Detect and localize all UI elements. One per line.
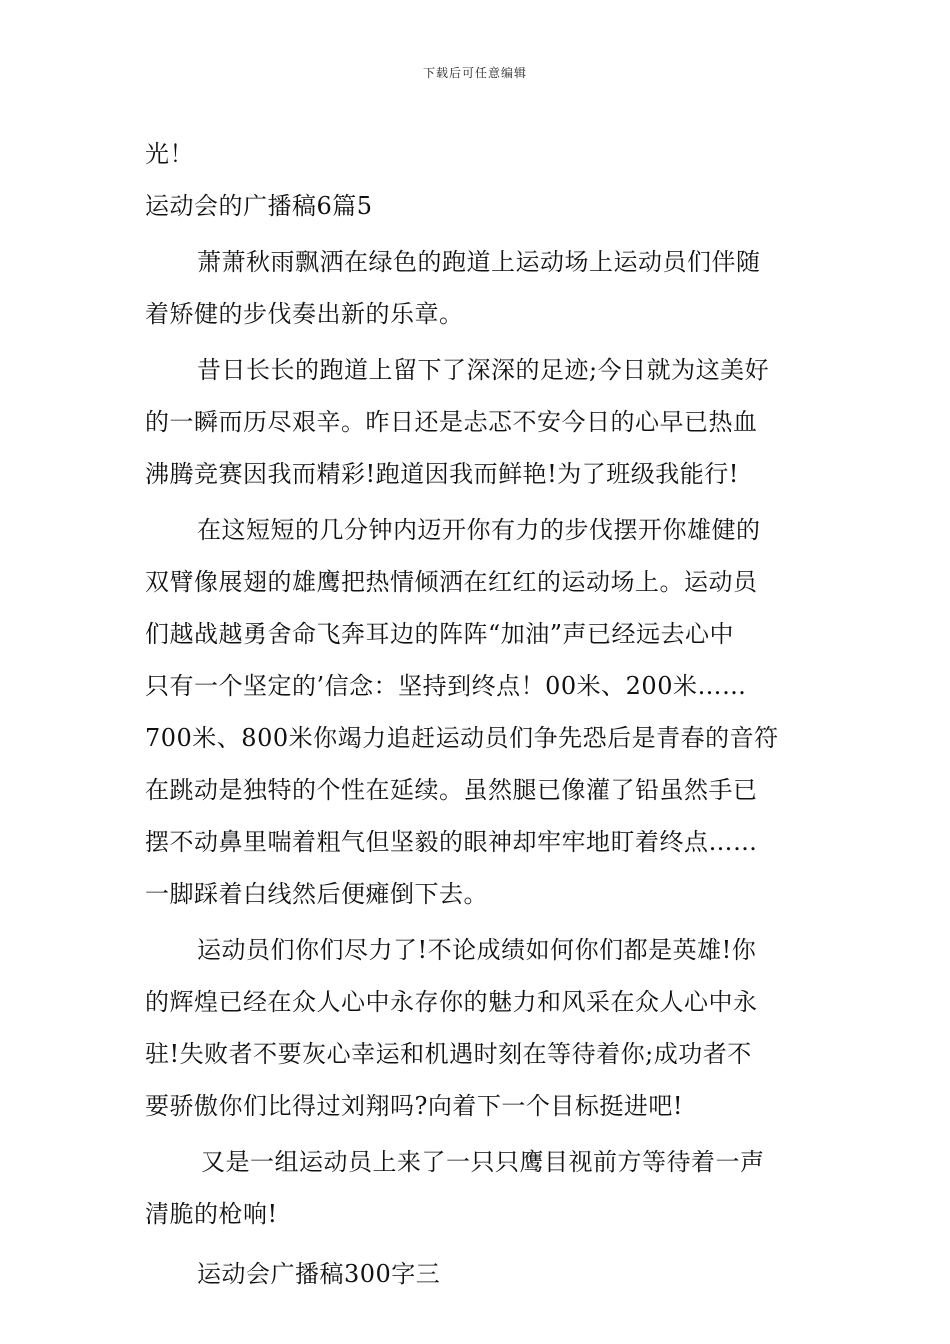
paragraph-line: 的辉煌已经在众人心中永存你的魅力和风采在众人心中永 — [145, 988, 758, 1016]
paragraph-line: 一脚踩着白线然后便瘫倒下去。 — [145, 880, 488, 908]
paragraph-line: 们越战越勇舍命飞奔耳边的阵阵“加油”声已经远去心中 — [145, 620, 735, 648]
paragraph-line: 昔日长长的跑道上留下了深深的足迹;今日就为这美好 — [197, 356, 770, 384]
paragraph-line: 驻!失败者不要灰心幸运和机遇时刻在等待着你;成功者不 — [145, 1040, 752, 1068]
paragraph-line: 的一瞬而历尽艰辛。昨日还是忐忑不安今日的心早已热血 — [145, 408, 758, 436]
paragraph-line: 运动员们你们尽力了!不论成绩如何你们都是英雄!你 — [197, 936, 757, 964]
document-body — [145, 128, 807, 1300]
header-note: 下载后可任意编辑 — [422, 66, 527, 80]
paragraph-line: 在跳动是独特的个性在延续。虽然腿已像灌了铅虽然手已 — [145, 776, 758, 804]
paragraph-line: 700米、800米你竭力追赶运动员们争先恐后是青春的音符 — [145, 724, 779, 752]
section-heading: 运动会的广播稿6篇5 — [145, 192, 373, 220]
section-heading: 运动会广播稿300字三 — [197, 1260, 441, 1288]
paragraph-line: 清脆的枪响! — [145, 1200, 278, 1228]
paragraph-line: 只有一个坚定的’信念：坚持到终点！00米、200米…… — [145, 672, 747, 700]
paragraph-line: 双臂像展翅的雄鹰把热情倾洒在红红的运动场上。运动员 — [145, 568, 758, 596]
text-line: 光！ — [145, 140, 194, 168]
paragraph-line: 着矫健的步伐奏出新的乐章。 — [145, 300, 464, 328]
paragraph-line: 在这短短的几分钟内迈开你有力的步伐摆开你雄健的 — [197, 516, 761, 544]
paragraph-line: 沸腾竞赛因我而精彩!跑道因我而鲜艳!为了班级我能行! — [145, 460, 739, 488]
paragraph-line: 萧萧秋雨飘洒在绿色的跑道上运动场上运动员们伴随 — [197, 248, 761, 276]
paragraph-line: 要骄傲你们比得过刘翔吗?向着下一个目标挺进吧! — [145, 1092, 684, 1120]
paragraph-line: 摆不动鼻里喘着粗气但坚毅的眼神却牢牢地盯着终点…… — [145, 828, 758, 856]
paragraph-line: 又是一组运动员上来了一只只鹰目视前方等待着一声 — [201, 1148, 765, 1176]
